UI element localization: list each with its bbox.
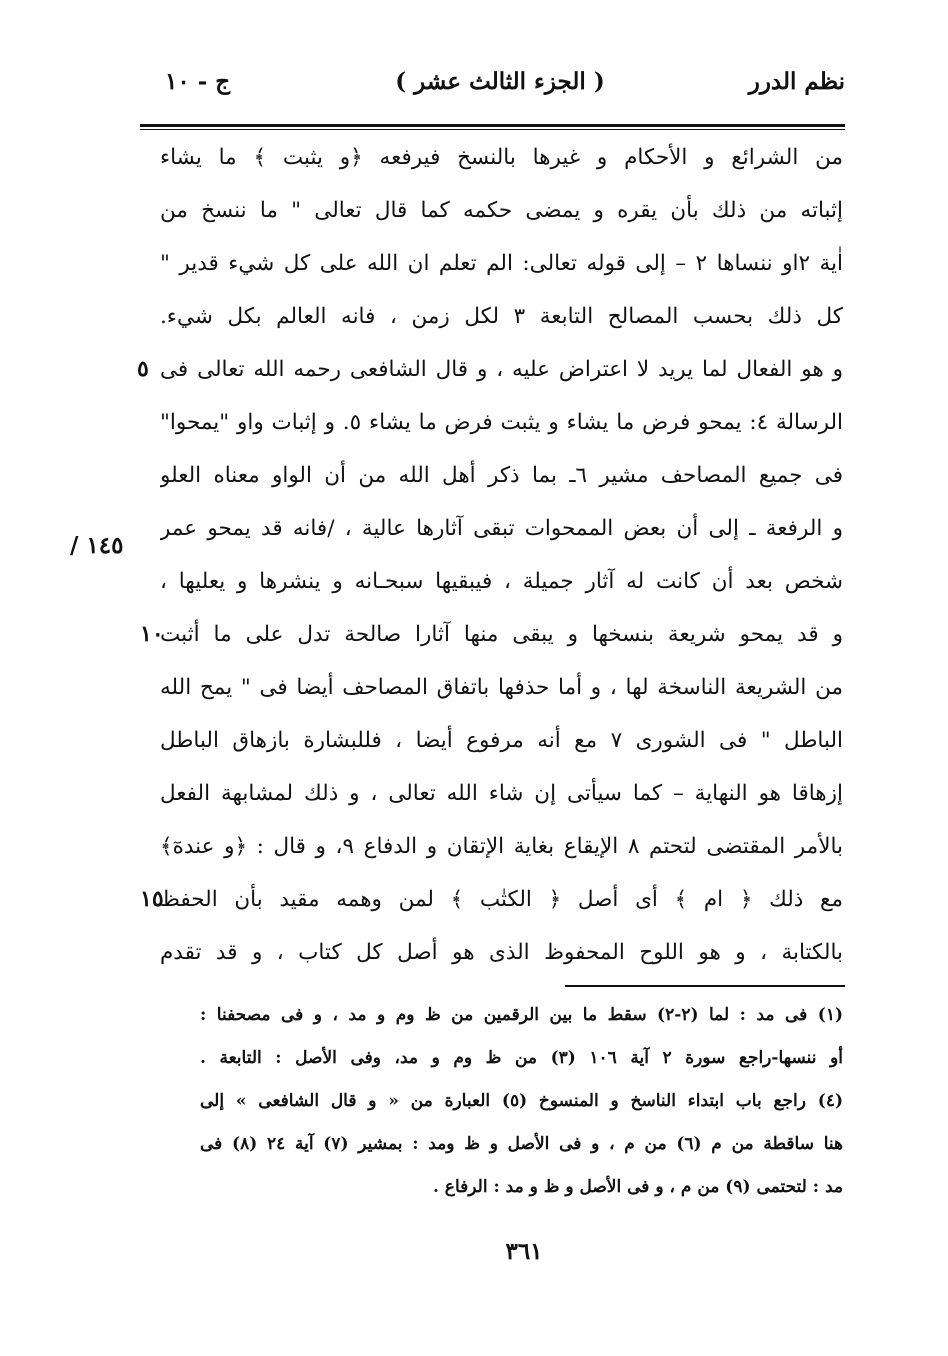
footnote-line: هنا ساقطة من م (٦) من م ، و فى الأصل و ظ ومد : بمشير (٧) آية ٢٤ (٨) فى bbox=[200, 1134, 843, 1154]
text-line: إزهاقا هو النهاية – كما سيأتى إن شاء الله تعالى ، و ذلك لمشابهة الفعل bbox=[160, 781, 843, 806]
text-line: الرسالة ٤: يمحو فرض ما يشاء و يثبت فرض ما يشاء ٥. و إثبات واو "يمحوا" bbox=[160, 410, 843, 435]
running-header bbox=[140, 68, 845, 118]
text-line: من الشرائع و الأحكام و غيرها بالنسخ فيرفعه ﴿و يثبت ﴾ ما يشاء bbox=[160, 145, 843, 170]
volume-ref: ج - ١٠ bbox=[165, 68, 231, 95]
line-number-15: ١٥ bbox=[140, 886, 164, 912]
book-title: نظم الدرر bbox=[748, 68, 845, 95]
text-line: اٰية ٢او ننساها ٢ – إلى قوله تعالى: الم تعلم ان الله على كل شيء قدير " bbox=[160, 251, 843, 276]
footnote-line: مد : لتحتمى (٩) من م ، و فى الأصل و ظ و مد : الرفاع . bbox=[432, 1177, 843, 1197]
text-line: إثباته من ذلك بأن يقره و يمضى حكمه كما قال تعالى " ما ننسخ من bbox=[160, 198, 843, 223]
part-title: ( الجزء الثالث عشر ) bbox=[395, 68, 605, 95]
text-line: بالأمر المقتضى لتحتم ٨ الإيقاع بغاية الإتقان و الدفاع ٩، و قال : ﴿و عندهٓ﴾ bbox=[160, 834, 843, 859]
text-line: و هو الفعال لما يريد لا اعتراض عليه ، و قال الشافعى رحمه الله تعالى فى bbox=[160, 357, 843, 382]
footnote-line: أو ننسها-راجع سورة ٢ آية ١٠٦ (٣) من ظ وم و مد، وفى الأصل : التابعة . bbox=[200, 1048, 843, 1068]
footnote-line: (١) فى مد : لما (٢-٢) سقط ما بين الرقمين من ظ وم و مد ، و فى مصحفنا : bbox=[200, 1005, 843, 1025]
footnote-separator bbox=[565, 985, 845, 987]
text-line: شخص بعد أن كانت له آثار جميلة ، فيبقيها سبحـانه و ينشرها و يعليها ، bbox=[160, 569, 843, 594]
page-number: ٣٦١ bbox=[505, 1238, 543, 1265]
text-line: كل ذلك بحسب المصالح التابعة ٣ لكل زمن ، فانه العالم بكل شيء. bbox=[160, 304, 843, 329]
text-line: فى جميع المصاحف مشير ٦ـ بما ذكر أهل الله من أن الواو معناه العلو bbox=[160, 463, 843, 488]
header-rule-thin bbox=[140, 129, 845, 130]
text-line: و قد يمحو شريعة بنسخها و يبقى منها آثارا صالحة تدل على ما أثبت bbox=[160, 622, 843, 647]
margin-page-reference: ١٤٥ / bbox=[70, 532, 124, 559]
header-rule-thick bbox=[140, 124, 845, 127]
text-line: بالكتابة ، و هو اللوح المحفوظ الذى هو أصل كل كتاب ، و قد تقدم bbox=[160, 940, 843, 965]
footnote-line: (٤) راجع باب ابتداء الناسخ و المنسوخ (٥) العبارة من « و قال الشافعى » إلى bbox=[200, 1091, 843, 1111]
text-line: مع ذلك ﴿ ام ﴾ أى أصل ﴿ الكتٰب ﴾ لمن وهمه مقيد بأن الحفظ bbox=[160, 887, 843, 912]
text-line: الباطل " فى الشورى ٧ مع أنه مرفوع أيضا ، فللبشارة بازهاق الباطل bbox=[160, 728, 843, 753]
line-number-5: ٥ bbox=[137, 356, 149, 382]
text-line: و الرفعة ـ إلى أن بعض الممحوات تبقى آثارها عالية ، /فانه قد يمحو عمر bbox=[160, 516, 843, 541]
text-line: من الشريعة الناسخة لها ، و أما حذفها باتفاق المصاحف أيضا فى " يمح الله bbox=[160, 675, 843, 700]
line-number-10: ١٠ bbox=[140, 621, 164, 647]
